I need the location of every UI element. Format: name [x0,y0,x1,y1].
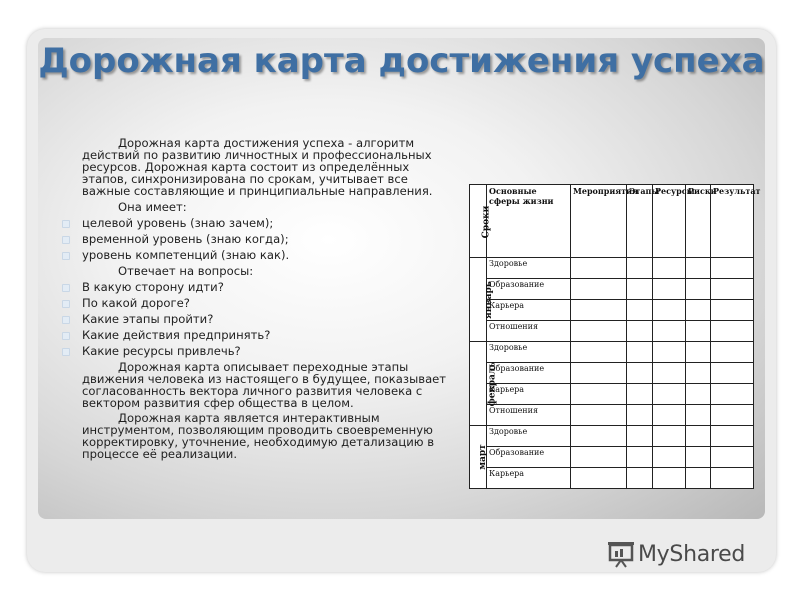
sphere-cell: Карьера [487,384,571,405]
sphere-cell: Образование [487,279,571,300]
list-item: уровень компетенций (знаю как). [82,249,454,261]
header-risks: Риски [686,185,711,258]
list-item: временной уровень (знаю когда); [82,233,454,245]
list-item: Какие этапы пройти? [82,313,454,325]
has-label: Она имеет: [118,200,187,214]
header-deadline: Сроки [470,185,487,258]
sphere-cell: Карьера [487,300,571,321]
header-resources: Ресурсы [653,185,686,258]
slide-body [82,137,454,463]
sphere-cell: Отношения [487,405,571,426]
presentation-board-icon [606,539,636,569]
myshared-logo [606,538,766,570]
list-item: Какие действия предпринять? [82,329,454,341]
table-row [470,384,754,405]
sphere-cell: Карьера [487,468,571,489]
table-row [470,468,754,489]
month-march: март [470,426,487,489]
table-row [470,321,754,342]
roadmap-paragraph-2: Дорожная карта описывает переходные этапы движения человека из настоящего в будущее, показывает согласованность вектора личного развития человека с вектором развития сфер общества в целом. [82,360,447,410]
list-item: Какие ресурсы привлечь? [82,345,454,357]
table-row [470,342,754,363]
sphere-cell: Здоровье [487,426,571,447]
table-row [470,426,754,447]
roadmap-paragraph-3: Дорожная карта является интерактивным инструментом, позволяющим проводить своевременную корректировку, уточнение, необходимую детализацию в процессе её реализации. [82,411,435,461]
table-row [470,258,754,279]
month-february: февраль [470,342,487,426]
table-row [470,405,754,426]
table-header-row [470,185,754,258]
sphere-cell: Образование [487,447,571,468]
sphere-cell: Отношения [487,321,571,342]
table-row [470,447,754,468]
answers-label: Отвечает на вопросы: [118,264,254,278]
sphere-cell: Здоровье [487,258,571,279]
header-result: Результат [711,185,754,258]
table-row [470,300,754,321]
intro-paragraph: Дорожная карта достижения успеха - алгоритм действий по развитию личностных и профессиональных ресурсов. Дорожная карта состоит из определённых этапов, синхронизирована по срокам, учитывает все важные составляющие и принципиальные направления. [82,136,433,198]
header-activities: Мероприятия [571,185,627,258]
list-item: В какую сторону идти? [82,281,454,293]
sphere-cell: Здоровье [487,342,571,363]
sphere-cell: Образование [487,363,571,384]
list-item: По какой дороге? [82,297,454,309]
slide-title: Дорожная карта достижения успеха [38,41,765,81]
header-stages: Этапы [627,185,653,258]
levels-list [82,217,454,261]
list-item: целевой уровень (знаю зачем); [82,217,454,229]
roadmap-table-image [469,184,761,488]
header-spheres: Основные сферы жизни [487,185,571,258]
watermark-text: MyShared [638,541,746,567]
month-january: январь [470,258,487,342]
table-row [470,279,754,300]
table-row [470,363,754,384]
roadmap-table [469,184,761,489]
questions-list [82,281,454,357]
